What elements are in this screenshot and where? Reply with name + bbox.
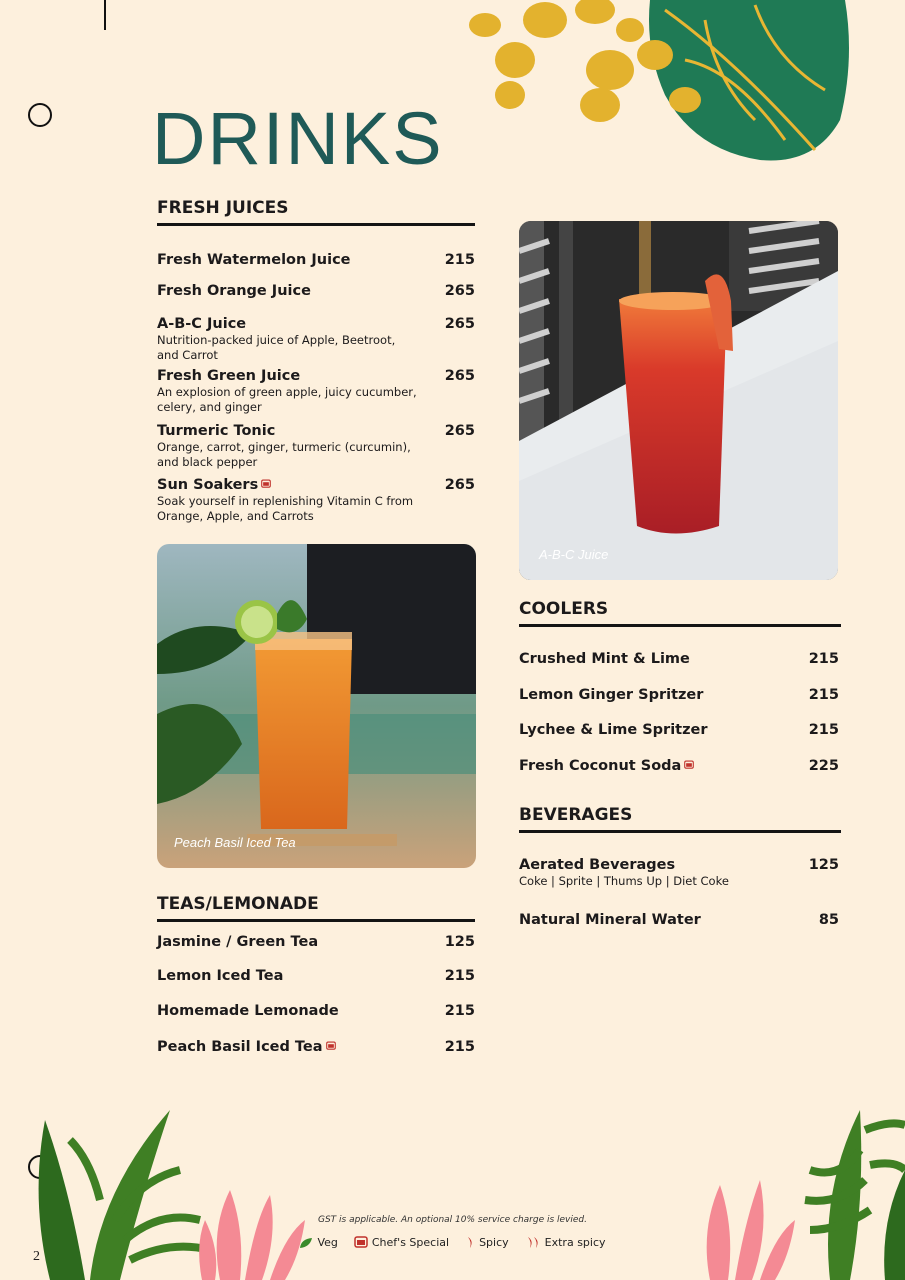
fresh-juice-item [157, 477, 475, 524]
tea-item-name: Lemon Iced Tea [157, 968, 284, 984]
tea-item [157, 1003, 475, 1019]
tea-item-price: 215 [444, 1039, 475, 1055]
fresh-juices-heading: FRESH JUICES [157, 198, 289, 218]
extra-spicy-chili-icon [525, 1236, 541, 1249]
beverages-heading: BEVERAGES [519, 805, 633, 825]
fresh-juice-item-price: 265 [444, 423, 475, 439]
chef-special-icon [684, 760, 694, 770]
beverages-item-price: 125 [808, 857, 839, 873]
fresh-juice-item-name: Fresh Watermelon Juice [157, 252, 351, 268]
legend-extra-spicy-label: Extra spicy [544, 1236, 606, 1249]
fresh-juice-item [157, 283, 475, 299]
fresh-juice-item-price: 265 [444, 316, 475, 332]
beverages-item-name: Aerated Beverages [519, 857, 676, 873]
footer-note: GST is applicable. An optional 10% service charge is levied. [318, 1215, 587, 1225]
cooler-item-name: Lychee & Lime Spritzer [519, 722, 708, 738]
fresh-juice-item-price: 265 [444, 368, 475, 384]
page-number: 2 [33, 1249, 40, 1264]
fresh-juice-item-name: Fresh Orange Juice [157, 283, 311, 299]
legend-veg [299, 1236, 337, 1249]
legend-extra-spicy [525, 1236, 606, 1249]
peach-basil-photo [157, 544, 476, 868]
fresh-juice-item-price: 265 [444, 477, 475, 493]
legend-spicy [465, 1236, 509, 1249]
chef-special-icon [354, 1236, 368, 1249]
top-foliage-decoration [455, 0, 905, 170]
cooler-item-price: 215 [808, 687, 839, 703]
fresh-juice-item [157, 316, 475, 363]
fresh-juice-item-description: Orange, carrot, ginger, turmeric (curcumin), and black pepper [157, 440, 411, 469]
fresh-juice-item-description: Nutrition-packed juice of Apple, Beetroot, and Carrot [157, 333, 396, 362]
binder-hole-top [28, 103, 52, 127]
legend-chef-special-label: Chef's Special [371, 1236, 450, 1249]
cooler-item-name: Crushed Mint & Lime [519, 651, 690, 667]
cooler-item-name: Lemon Ginger Spritzer [519, 687, 704, 703]
cooler-item [519, 722, 839, 738]
coolers-rule [519, 624, 841, 627]
spicy-chili-icon [465, 1236, 475, 1249]
chef-special-icon [261, 479, 271, 489]
fresh-juice-item [157, 423, 475, 470]
chef-special-icon [326, 1041, 336, 1051]
cooler-item [519, 758, 839, 774]
tea-item [157, 934, 475, 950]
tea-item [157, 968, 475, 984]
tea-item-price: 125 [444, 934, 475, 950]
top-divider-line [104, 0, 106, 30]
fresh-juice-item [157, 368, 475, 415]
fresh-juices-rule [157, 223, 475, 226]
beverages-item [519, 857, 839, 889]
peach-basil-caption: Peach Basil Iced Tea [174, 835, 296, 850]
fresh-juice-item-name: Fresh Green Juice [157, 368, 301, 384]
fresh-juice-item-description: Soak yourself in replenishing Vitamin C from Orange, Apple, and Carrots [157, 494, 414, 523]
tea-item-name: Homemade Lemonade [157, 1003, 339, 1019]
cooler-item-name: Fresh Coconut Soda [519, 758, 839, 774]
beverages-item-description: Coke | Sprite | Thums Up | Diet Coke [519, 874, 729, 888]
beverages-item-price: 85 [818, 912, 839, 928]
cooler-item [519, 687, 839, 703]
fresh-juice-item-description: An explosion of green apple, juicy cucumber, celery, and ginger [157, 385, 417, 414]
fresh-juice-item-name: A-B-C Juice [157, 316, 247, 332]
abc-juice-caption: A-B-C Juice [539, 547, 609, 562]
tea-item-name: Jasmine / Green Tea [157, 934, 319, 950]
legend-veg-label: Veg [317, 1236, 338, 1249]
tea-item [157, 1039, 475, 1055]
tea-item-name: Peach Basil Iced Tea [157, 1039, 475, 1055]
page-title: DRINKS [152, 97, 444, 180]
fresh-juice-item-name: Sun Soakers [157, 477, 475, 493]
bottom-right-foliage-decoration [690, 1110, 905, 1280]
tea-item-price: 215 [444, 1003, 475, 1019]
fresh-juice-item-price: 215 [444, 252, 475, 268]
beverages-item [519, 912, 839, 928]
beverages-rule [519, 830, 841, 833]
legend-chef-special [354, 1236, 449, 1249]
cooler-item-price: 225 [808, 758, 839, 774]
legend [0, 1236, 905, 1249]
bottom-left-foliage-decoration [30, 1110, 320, 1280]
teas-heading: TEAS/LEMONADE [157, 894, 319, 914]
tea-item-price: 215 [444, 968, 475, 984]
cooler-item-price: 215 [808, 651, 839, 667]
teas-rule [157, 919, 475, 922]
cooler-item-price: 215 [808, 722, 839, 738]
coolers-heading: COOLERS [519, 599, 609, 619]
fresh-juice-item [157, 252, 475, 268]
abc-juice-photo [519, 221, 838, 580]
veg-leaf-icon [299, 1237, 313, 1249]
fresh-juice-item-name: Turmeric Tonic [157, 423, 276, 439]
legend-spicy-label: Spicy [479, 1236, 509, 1249]
beverages-item-name: Natural Mineral Water [519, 912, 701, 928]
fresh-juice-item-price: 265 [444, 283, 475, 299]
cooler-item [519, 651, 839, 667]
